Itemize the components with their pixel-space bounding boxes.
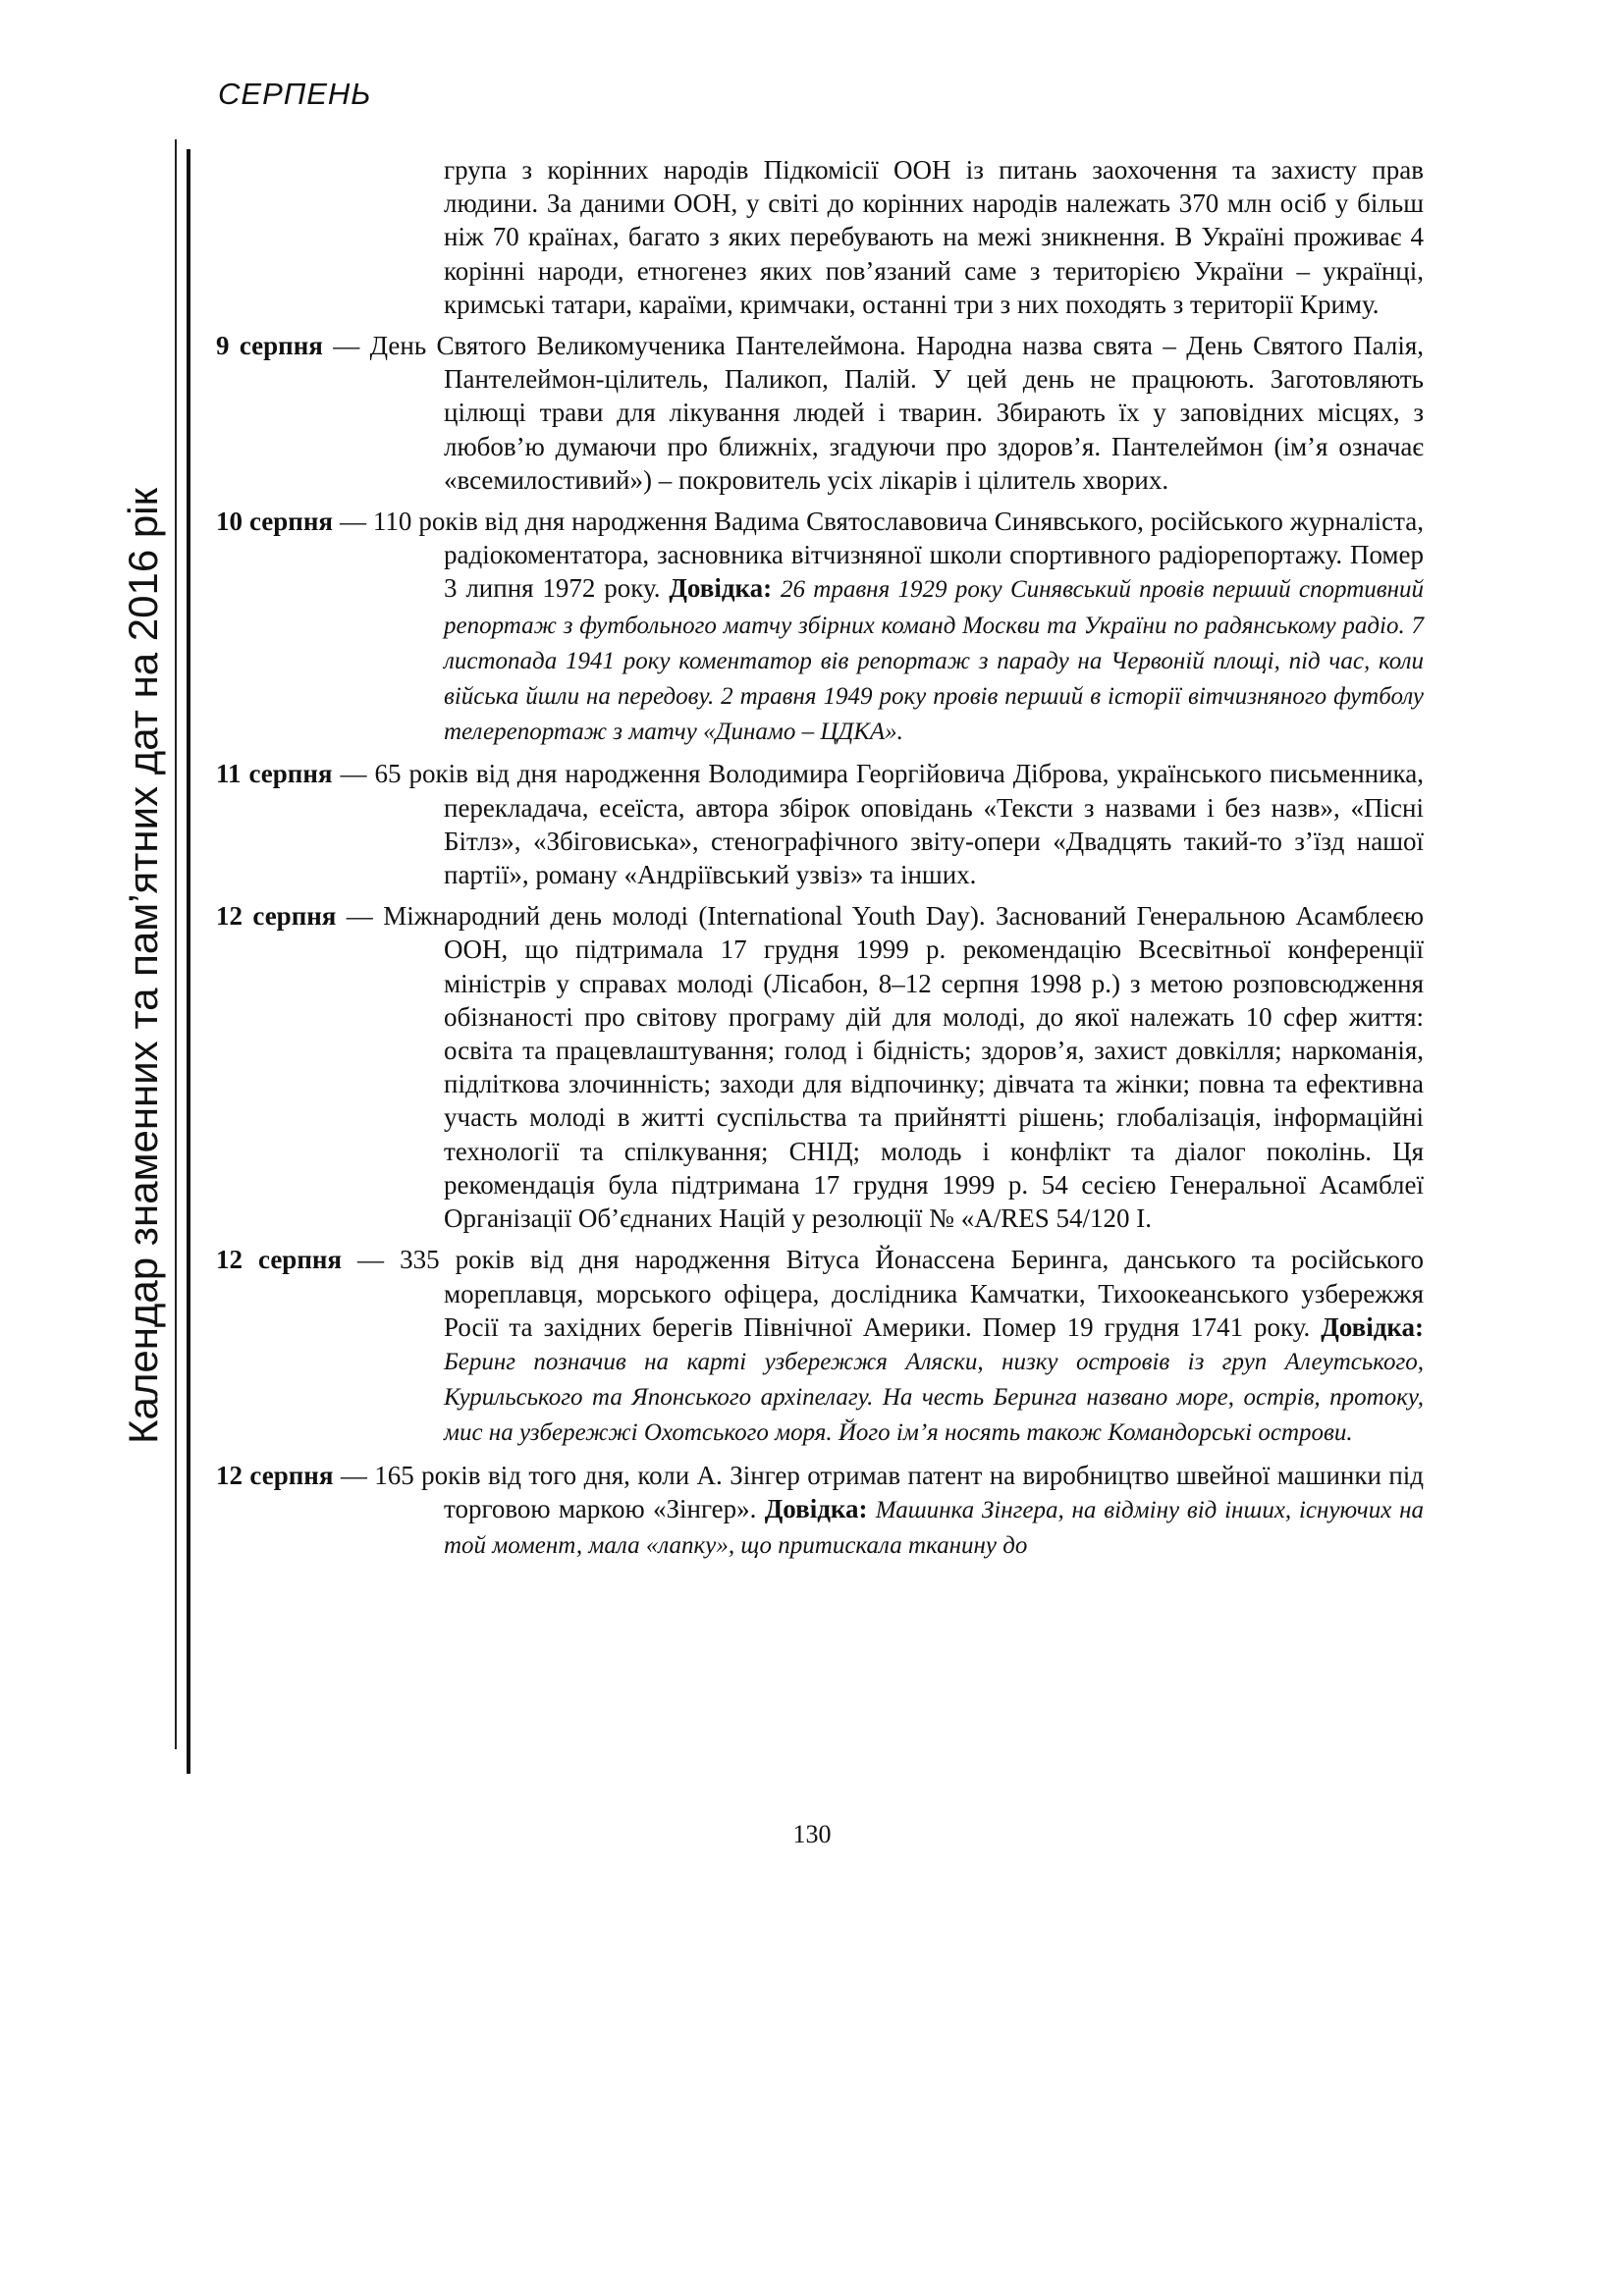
entry-dash: — xyxy=(322,331,370,361)
entry-text: 110 років від дня народження Вадима Святославовича Синявського, російського журналіста, радіокоментатора, засновника вітчизняної школи спортивного радіорепортажу. Помер 3 липня 1972 року. xyxy=(372,507,1425,604)
calendar-entry xyxy=(216,505,1424,749)
entry-text: 335 років від дня народження Вітуса Йонассена Беринга, данського та російського мореплавця, морського офіцера, дослідника Камчатки, Тихоокеанського узбережжя Росії та західних берегів Північної Америки. Помер 19 грудня 1741 року. xyxy=(400,1245,1425,1342)
entry-text: День Святого Великомученика Пантелеймона. Народна назва свята – День Святого Палія, Пантелеймон-цілитель, Паликоп, Палій. У цей день не працюють. Заготовляють цілющі трави для лікування людей і тварин. Збирають їх у заповідних місцях, з любов’ю думаючи про ближніх, згадуючи про здоров’я. Пантелеймон (ім’я означає «всемилостивий») – покровитель усіх лікарів і цілитель хворих. xyxy=(369,331,1424,495)
entry-dash: — xyxy=(332,759,375,789)
calendar-entry xyxy=(216,329,1424,497)
entry-text: 165 років від того дня, коли А. Зінгер отримав патент на виробництво швейної машинки під торговою маркою «Зінгер». xyxy=(374,1460,1425,1523)
reference-label: Довідка: xyxy=(669,573,773,604)
reference-note: Машинка Зінгера, на відміну від інших, існуючих на той момент, мала «лапку», що притискала тканину до xyxy=(444,1496,1425,1559)
entry-date: 11 серпня xyxy=(216,759,333,789)
calendar-entries xyxy=(216,153,1424,1571)
entry-continuation xyxy=(216,153,1424,321)
calendar-entry xyxy=(216,1243,1424,1450)
page-number: 130 xyxy=(792,1820,832,1848)
calendar-entry xyxy=(216,757,1424,891)
entry-dash: — xyxy=(333,1460,375,1490)
entry-dash: — xyxy=(333,507,373,537)
entry-date: 12 серпня xyxy=(216,901,337,932)
running-header: СЕРПЕНЬ xyxy=(218,77,372,111)
entry-text: 65 років від дня народження Володимира Георгійовича Діброва, українського письменника, перекладача, есеїста, автора збірок оповідань «Тексти з назвами і без назв», «Пісні Бітлз», «Збіговиська», стенографічного звіту-опери «Двадцять такий-то з’їзд нашої партії», роману «Андріївський узвіз» та інших. xyxy=(374,759,1425,890)
entry-date: 12 серпня xyxy=(216,1460,334,1490)
reference-note: 26 травня 1929 року Синявський провів перший спортивний репортаж з футбольного матчу збірних команд Москви та України по радянському радіо. 7 листопада 1941 року коментатор вів репортаж з параду на Червоній площі, під час, коли війська йшли на передову. 2 травня 1949 року провів перший в історії вітчизняного футболу телерепортаж з матчу «Динамо – ЦДКА». xyxy=(444,576,1425,746)
calendar-entry xyxy=(216,899,1424,1235)
margin-rule-thick xyxy=(187,149,190,1774)
reference-note: Беринг позначив на карті узбережжя Аляски, низку островів із груп Алеутського, Курильського та Японського архіпелагу. На честь Беринга названо море, острів, протоку, мис на узбережжі Охотського моря. Його ім’я носять також Командорські острови. xyxy=(444,1348,1424,1447)
continuation-text: група з корінних народів Підкомісії ООН із питань заохочення та захисту прав людини. За даними ООН, у світі до корінних народів належать 370 млн осіб у більш ніж 70 країнах, багато з яких перебувають на межі зникнення. В Україні проживає 4 корінні народи, етногенез яких пов’язаний саме з територією України – українці, кримські татари, караїми, кримчаки, останні три з них походять з території Криму. xyxy=(444,155,1424,319)
entry-dash: — xyxy=(336,901,384,932)
entry-text: Міжнародний день молоді (International Youth Day). Заснований Генеральною Асамблеєю ООН, що підтримала 17 грудня 1999 р. рекомендацію Всесвітньої конференції міністрів у справах молоді (Лісабон, 8–12 серпня 1998 р.) з метою розповсюдження обізнаності про світову програму дій для молоді, до якої належать 10 сфер життя: освіта та працевлаштування; голод і бідність; здоров’я, захист довкілля; наркоманія, підліткова злочинність; заходи для відпочинку; дівчата та жінки; повна та ефективна участь молоді в житті суспільства та прийнятті рішень; глобалізація, інформаційні технології та спілкування; СНІД; молодь і конфлікт та діалог поколінь. Ця рекомендація була підтримана 17 грудня 1999 р. 54 сесією Генеральної Асамблеї Організації Об’єднаних Націй у резолюції № «A/RES 54/120 I. xyxy=(383,901,1424,1234)
margin-rule-thin xyxy=(175,139,177,1749)
reference-label: Довідка: xyxy=(1321,1311,1424,1342)
entry-date: 12 серпня xyxy=(216,1245,343,1275)
entry-date: 10 серпня xyxy=(216,507,333,537)
entry-date: 9 серпня xyxy=(216,331,323,361)
reference-label: Довідка: xyxy=(764,1493,868,1523)
calendar-entry xyxy=(216,1459,1424,1564)
entry-dash: — xyxy=(342,1245,401,1275)
vertical-book-title: Календар знаменних та пам’ятних дат на 2016 рік xyxy=(120,488,166,1444)
